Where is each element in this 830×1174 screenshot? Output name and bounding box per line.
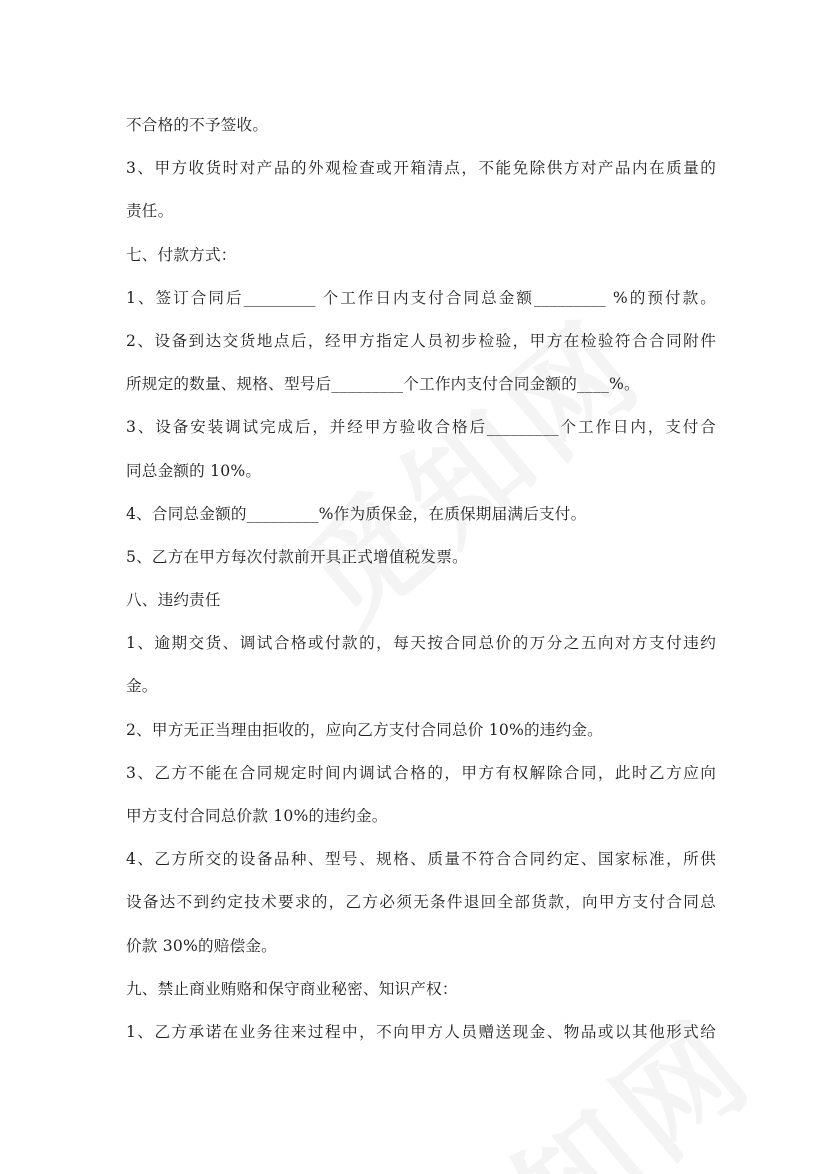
text-line: 5、乙方在甲方每次付款前开具正式增值税发票。 bbox=[126, 547, 468, 566]
text-line: 3、设备安装调试完成后，并经甲方验收合格后_________个工作日内，支付合 bbox=[126, 418, 716, 437]
section-heading: 七、付款方式： bbox=[126, 245, 237, 264]
text-line: 所规定的数量、规格、型号后_________个工作内支付合同金额的____%。 bbox=[126, 375, 640, 394]
text-line: 1、逾期交货、调试合格或付款的，每天按合同总价的万分之五向对方支付违约 bbox=[126, 634, 716, 653]
text-line: 1、签订合同后_________ 个工作日内支付合同总金额_________ %的预付款。 bbox=[126, 288, 716, 307]
section-heading: 九、禁止商业贿赂和保守商业秘密、知识产权： bbox=[126, 979, 458, 998]
text-line: 金。 bbox=[126, 677, 158, 696]
text-line: 价款 30%的赔偿金。 bbox=[126, 936, 277, 955]
text-line: 不合格的不予签收。 bbox=[126, 116, 269, 134]
text-line: 同总金额的 10%。 bbox=[126, 461, 262, 480]
section-heading: 八、违约责任 bbox=[126, 591, 221, 610]
text-line: 2、甲方无正当理由拒收的，应向乙方支付合同总价 10%的违约金。 bbox=[126, 720, 603, 739]
text-line: 2、设备到达交货地点后，经甲方指定人员初步检验，甲方在检验符合合同附件 bbox=[126, 331, 716, 350]
text-line: 3、甲方收货时对产品的外观检查或开箱清点，不能免除供方对产品内在质量的 bbox=[126, 159, 716, 178]
text-line: 4、合同总金额的_________%作为质保金，在质保期届满后支付。 bbox=[126, 504, 587, 523]
text-line: 责任。 bbox=[126, 202, 174, 221]
text-line: 设备达不到约定技术要求的，乙方必须无条件退回全部货款，向甲方支付合同总 bbox=[126, 893, 716, 912]
text-line: 4、乙方所交的设备品种、型号、规格、质量不符合合同约定、国家标准，所供 bbox=[126, 850, 716, 869]
text-line: 3、乙方不能在合同规定时间内调试合格的，甲方有权解除合同，此时乙方应向 bbox=[126, 763, 716, 782]
text-line: 1、乙方承诺在业务往来过程中，不向甲方人员赠送现金、物品或以其他形式给 bbox=[126, 1022, 716, 1041]
text-line: 甲方支付合同总价款 10%的违约金。 bbox=[126, 807, 388, 825]
document-body bbox=[126, 104, 716, 1054]
